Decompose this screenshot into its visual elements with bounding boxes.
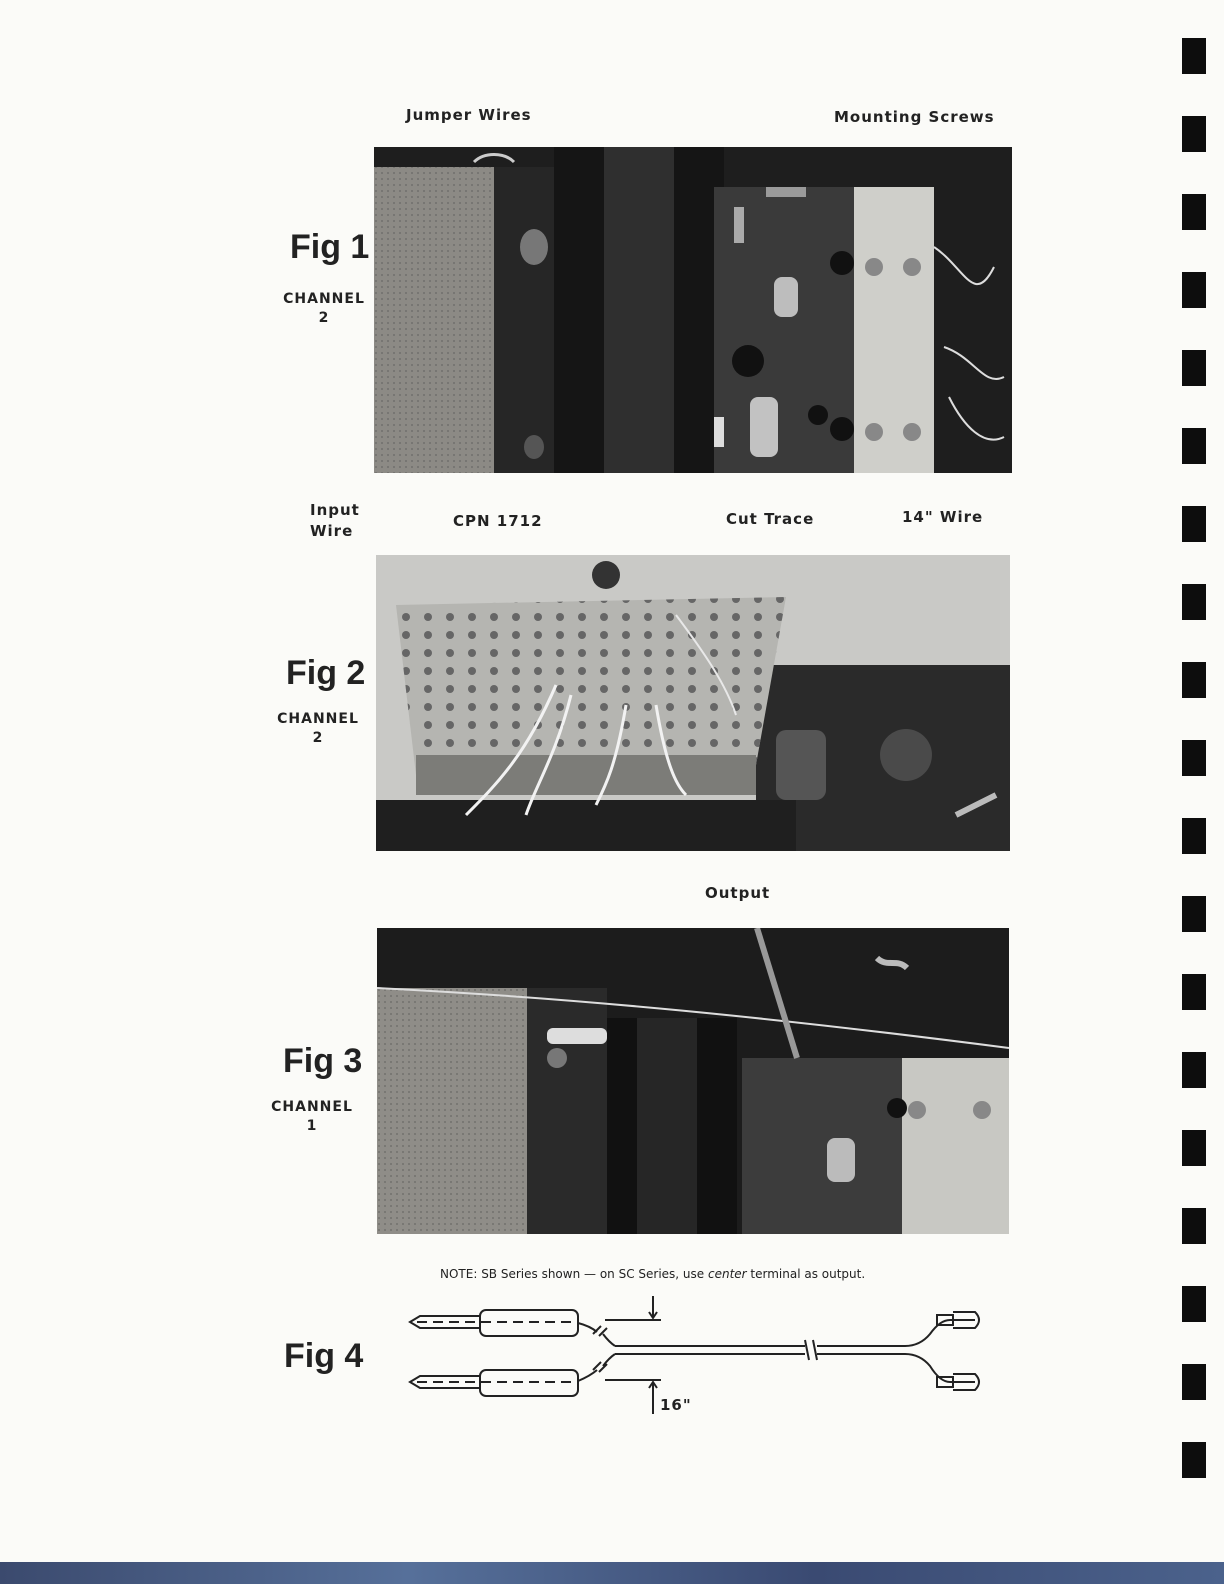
binding-ring xyxy=(1182,662,1206,698)
fig2-channel-number: 2 xyxy=(312,730,324,746)
fig3-channel-number: 1 xyxy=(306,1118,318,1134)
fig4-title: Fig 4 xyxy=(284,1337,364,1375)
binding-ring xyxy=(1182,740,1206,776)
fig1-channel-label: CHANNEL xyxy=(283,291,365,307)
binding-ring xyxy=(1182,272,1206,308)
binding-ring xyxy=(1182,116,1206,152)
binding-ring xyxy=(1182,584,1206,620)
callout-jumper-wires: Jumper Wires xyxy=(406,106,532,124)
fig1-title: Fig 1 xyxy=(290,228,370,266)
fig4-note-suffix: terminal as output. xyxy=(746,1267,866,1281)
fig3-photo xyxy=(377,928,1009,1234)
binding-ring xyxy=(1182,428,1206,464)
scan-edge-band xyxy=(0,1562,1224,1584)
fig3-title: Fig 3 xyxy=(283,1042,363,1080)
fig1-channel xyxy=(276,290,372,328)
binding-ring xyxy=(1182,818,1206,854)
fig4-note-prefix: NOTE: SB Series shown — on SC Series, use xyxy=(440,1267,708,1281)
callout-14-wire: 14" Wire xyxy=(902,508,984,526)
callout-wire-label: Wire xyxy=(310,522,354,540)
fig3-channel xyxy=(262,1098,362,1136)
binding-ring xyxy=(1182,1442,1206,1478)
fig4-note-em: center xyxy=(707,1267,747,1281)
callout-cpn-1712: CPN 1712 xyxy=(453,512,543,530)
callout-cut-trace: Cut Trace xyxy=(726,510,815,528)
fig4-cable-diagram xyxy=(405,1290,995,1420)
callout-output: Output xyxy=(705,884,771,902)
callout-input-wire xyxy=(310,500,360,542)
binding-ring xyxy=(1182,1286,1206,1322)
fig1-channel-number: 2 xyxy=(318,310,330,326)
binding-ring xyxy=(1182,1364,1206,1400)
fig2-channel-label: CHANNEL xyxy=(277,711,359,727)
binding-ring xyxy=(1182,506,1206,542)
binding-ring xyxy=(1182,194,1206,230)
fig2-title: Fig 2 xyxy=(286,654,366,692)
binding-ring xyxy=(1182,350,1206,386)
fig2-photo xyxy=(376,555,1010,851)
fig3-channel-label: CHANNEL xyxy=(271,1099,353,1115)
binding-strip xyxy=(1164,0,1224,1584)
binding-ring xyxy=(1182,1208,1206,1244)
fig4-dimension-label: 16" xyxy=(660,1396,692,1414)
binding-ring xyxy=(1182,974,1206,1010)
fig1-photo xyxy=(374,147,1012,473)
binding-ring xyxy=(1182,1052,1206,1088)
binding-ring xyxy=(1182,1130,1206,1166)
fig4-note xyxy=(440,1267,865,1281)
fig2-channel xyxy=(270,710,366,748)
binding-ring xyxy=(1182,896,1206,932)
binding-ring xyxy=(1182,38,1206,74)
callout-mounting-screws: Mounting Screws xyxy=(834,108,995,126)
callout-input-label: Input xyxy=(310,501,360,519)
